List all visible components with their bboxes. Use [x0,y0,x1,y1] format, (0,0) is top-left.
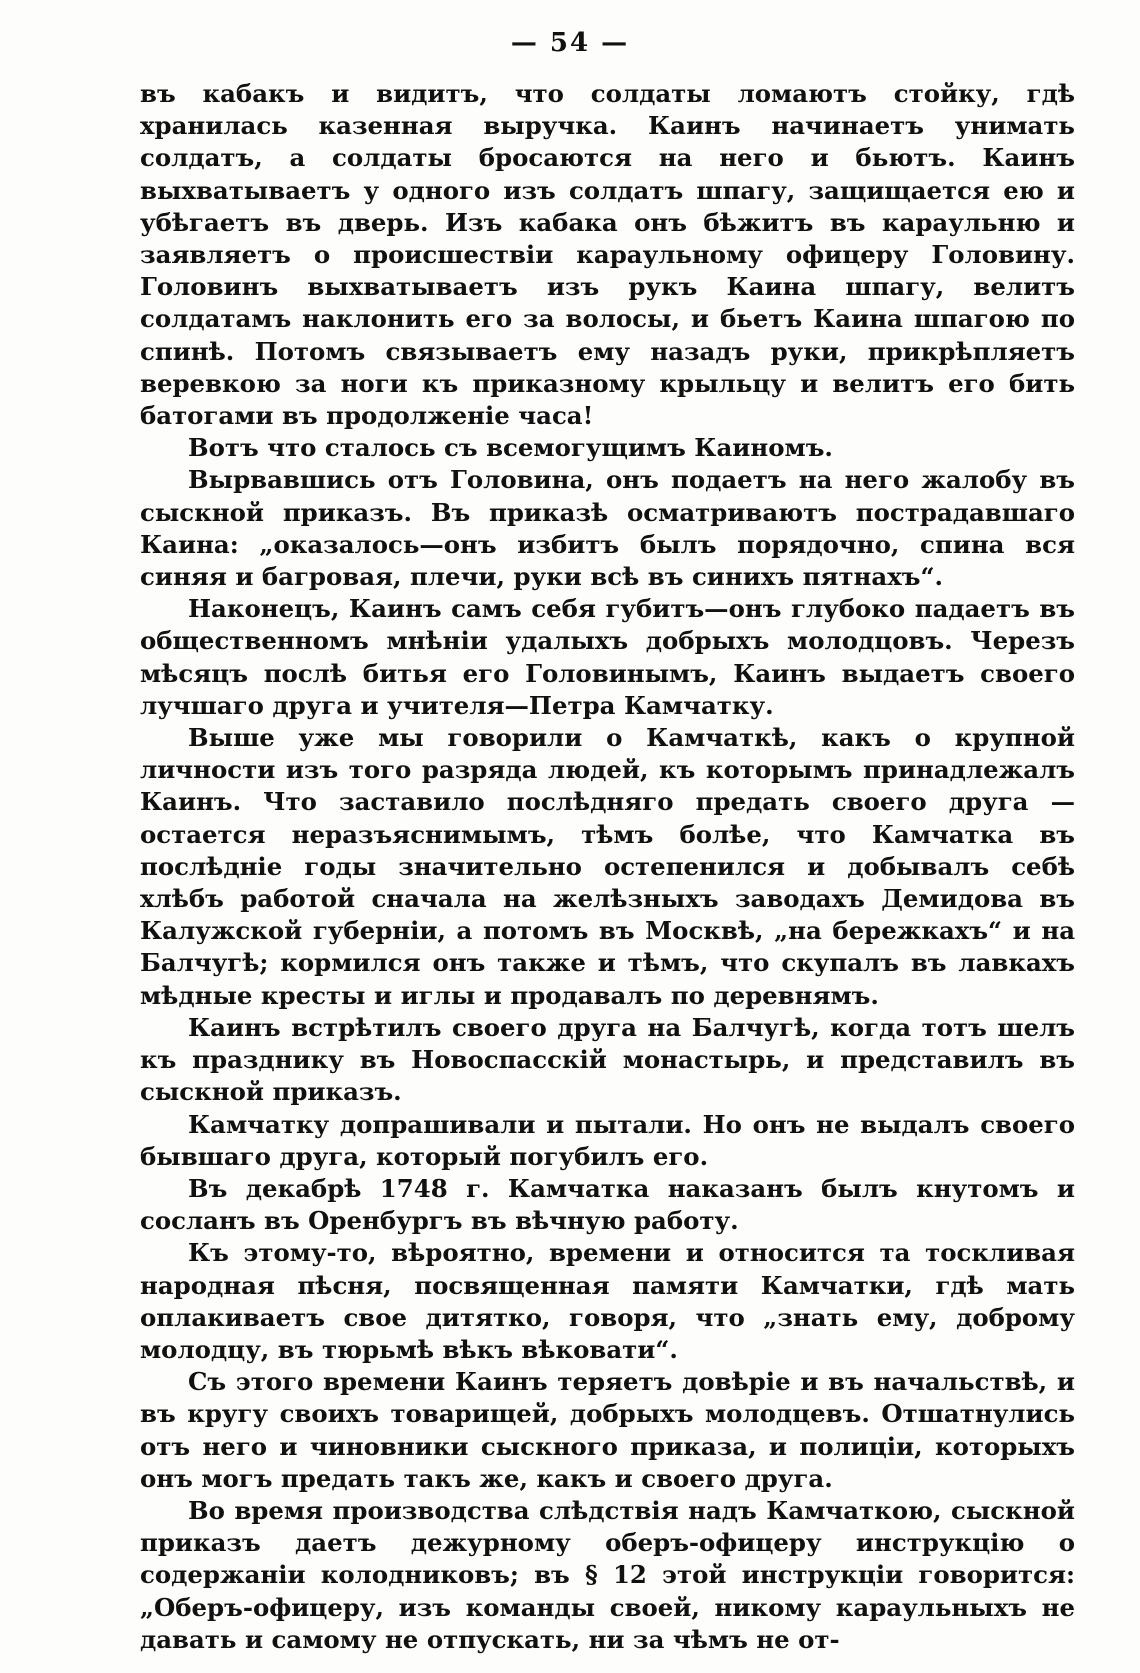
page-number: — 54 — [510,28,630,58]
paragraph-4: Наконецъ, Каинъ самъ себя губитъ—онъ глубоко падаетъ въ общественномъ мнѣніи удалыхъ добрыхъ молодцовъ. Черезъ мѣсяцъ послѣ битья его Головинымъ, Каинъ выдаетъ своего лучшаго друга и учителя—Петра Камчатку. [140,594,1075,720]
paragraph-2: Вотъ что сталось съ всемогущимъ Каиномъ. [188,433,833,463]
paragraph-9: Къ этому-то, вѣроятно, времени и относится та тоскливая народная пѣсня, посвященная памяти Камчатки, гдѣ мать оплакиваетъ свое дитятко, говоря, что „знать ему, доброму молодцу, въ тюрьмѣ вѣкъ вѣковати“. [140,1238,1075,1364]
paragraph-7: Камчатку допрашивали и пытали. Но онъ не выдалъ своего бывшаго друга, который погубилъ его. [140,1109,1075,1171]
body-text [140,78,1075,1656]
paragraph-8: Въ декабрѣ 1748 г. Камчатка наказанъ былъ кнутомъ и сосланъ въ Оренбургъ въ вѣчную работу. [140,1173,1075,1236]
paragraph-5: Выше уже мы говорили о Камчаткѣ, какъ о крупной личности изъ того разряда людей, къ которымъ принадлежалъ Каинъ. Что заставило послѣдняго предать своего друга — остается неразъяснимымъ, тѣмъ болѣе, что Камчатка въ послѣдніе годы значительно остепенился и добывалъ себѣ хлѣбъ работой сначала на желѣзныхъ заводахъ Демидова въ Калужской губерніи, а потомъ въ Москвѣ, „на бережкахъ“ и на Балчугѣ; кормился онъ также и тѣмъ, что скупалъ въ лавкахъ мѣдные кресты и иглы и продавалъ по деревнямъ. [140,723,1075,1010]
paragraph-10: Съ этого времени Каинъ теряетъ довѣріе и въ начальствѣ, и въ кругу своихъ товарищей, добрыхъ молодцевъ. Отшатнулись отъ него и чиновники сыскного приказа, и полиціи, которыхъ онъ могъ предать такъ же, какъ и своего друга. [140,1367,1075,1493]
paragraph-1: въ кабакъ и видитъ, что солдаты ломаютъ стойку, гдѣ хранилась казенная выручка. Каинъ начинаетъ унимать солдатъ, а солдаты бросаются на него и бьютъ. Каинъ выхватываетъ у одного изъ солдатъ шпагу, защищается ею и убѣгаетъ въ дверь. Изъ кабака онъ бѣжитъ въ караульню и заявляетъ о происшествіи караульному офицеру Головину. Головинъ выхватываетъ изъ рукъ Каина шпагу, велитъ солдатамъ наклонить его за волосы, и бьетъ Каина шпагою по спинѣ. Потомъ связываетъ ему назадъ руки, прикрѣпляетъ веревкою за ноги къ приказному крыльцу и велитъ его бить батогами въ продолженіе часа! [140,79,1075,431]
paragraph-3: Вырвавшись отъ Головина, онъ подаетъ на него жалобу въ сыскной приказъ. Въ приказѣ осматриваютъ пострадавшаго Каина: „оказалось—онъ избитъ былъ порядочно, спина вся синяя и багровая, плечи, руки всѣ въ синихъ пятнахъ“. [140,465,1075,592]
paragraph-6: Каинъ встрѣтилъ своего друга на Балчугѣ, когда тотъ шелъ къ празднику въ Новоспасскій монастырь, и представилъ въ сыскной приказъ. [140,1012,1075,1107]
paragraph-11: Во время производства слѣдствія надъ Камчаткою, сыскной приказъ даетъ дежурному оберъ-офицеру инструкцію о содержаніи колодниковъ; въ § 12 этой инструкціи говорится: „Оберъ-офицеру, изъ команды своей, никому караульныхъ не давать и самому не отпускать, ни за чѣмъ не от- [140,1495,1075,1654]
